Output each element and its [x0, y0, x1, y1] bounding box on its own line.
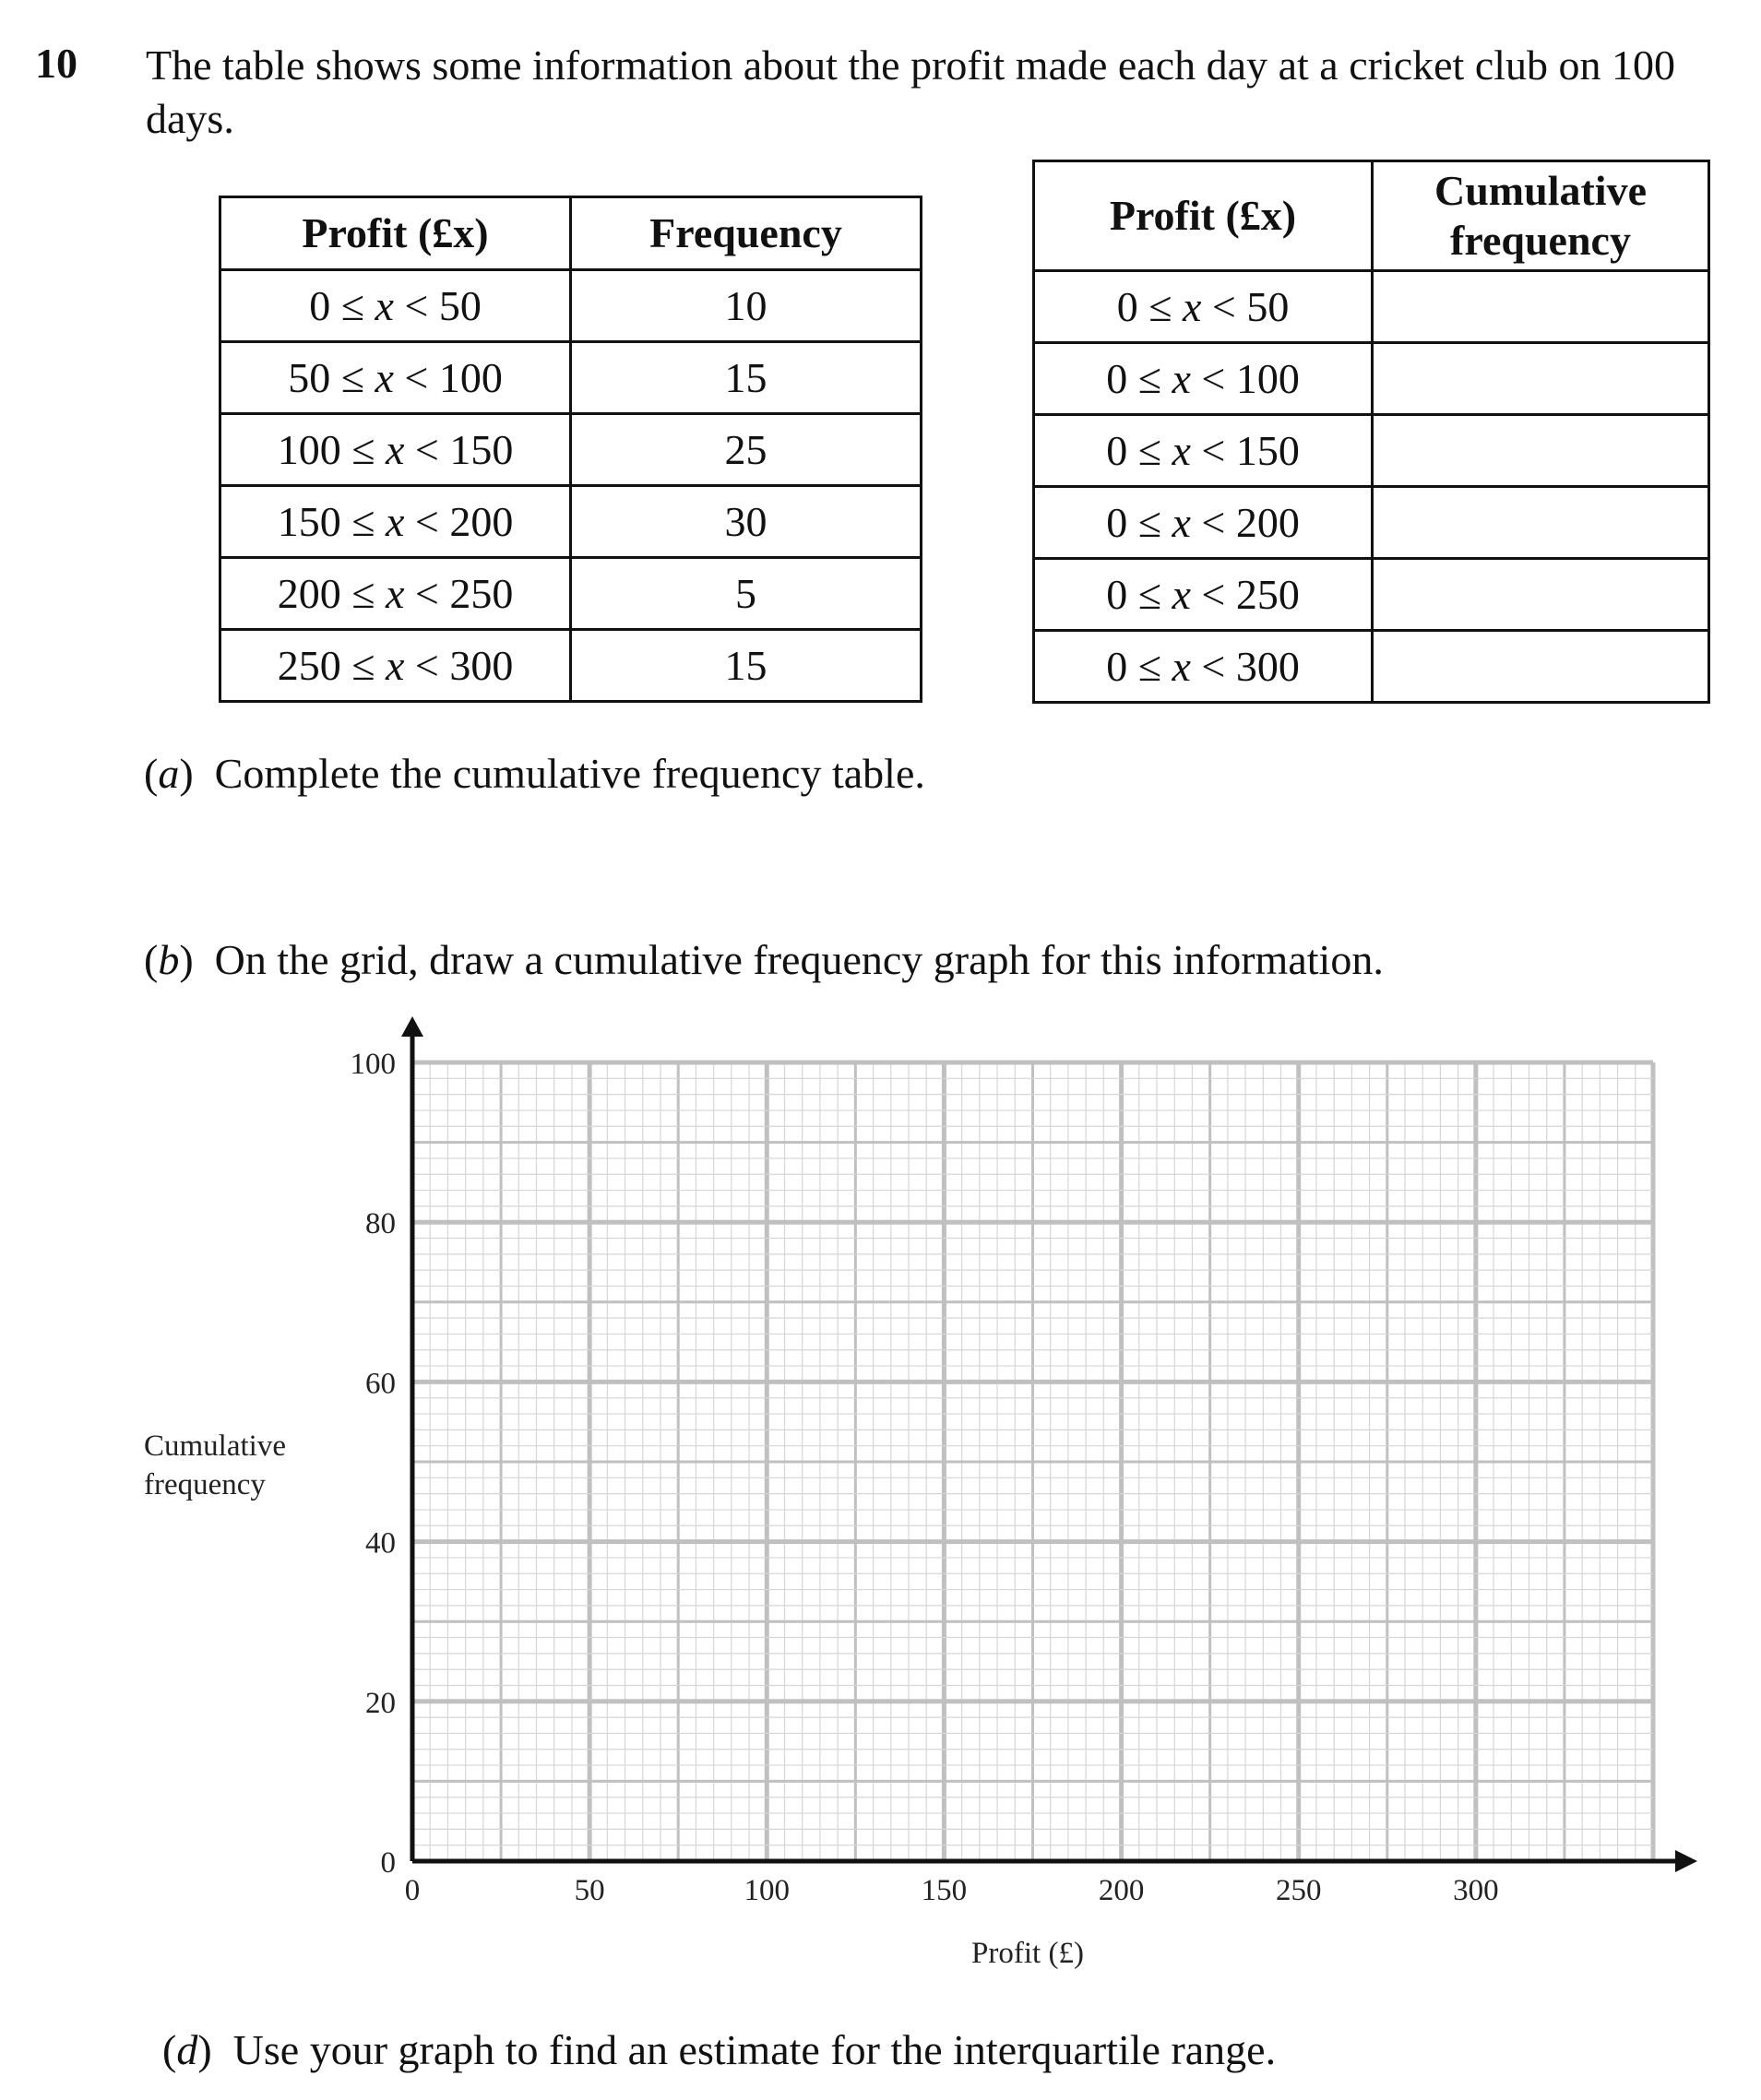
x-tick-label: 0: [404, 1874, 421, 1907]
interval-cell: 0 ≤ x < 300: [1034, 631, 1373, 703]
question-number: 10: [35, 40, 77, 87]
header-profit: Profit (£x): [1034, 161, 1373, 271]
y-axis-label-line2: frequency: [144, 1468, 266, 1501]
frequency-cell: 30: [571, 486, 922, 558]
y-tick-label: 40: [365, 1526, 396, 1560]
part-b: (b) On the grid, draw a cumulative frequency graph for this information.: [144, 936, 1384, 983]
header-frequency: Frequency: [571, 197, 922, 270]
interval-cell: 0 ≤ x < 50: [1034, 271, 1373, 343]
frequency-cell: 25: [571, 414, 922, 486]
interval-cell: 50 ≤ x < 100: [220, 342, 571, 414]
interval-cell: 0 ≤ x < 100: [1034, 343, 1373, 415]
x-tick-label: 250: [1275, 1874, 1322, 1907]
y-tick-label: 80: [365, 1207, 396, 1241]
x-tick-label: 50: [574, 1874, 605, 1907]
header-profit: Profit (£x): [220, 197, 571, 270]
frequency-cell: 15: [571, 630, 922, 702]
y-axis-label-line1: Cumulative: [144, 1430, 286, 1463]
y-tick-label: 0: [380, 1846, 396, 1880]
interval-cell: 0 ≤ x < 200: [1034, 487, 1373, 559]
y-tick-label: 60: [365, 1367, 396, 1401]
frequency-cell: 15: [571, 342, 922, 414]
x-tick-label: 100: [744, 1874, 791, 1907]
part-a-text: Complete the cumulative frequency table.: [214, 750, 925, 797]
part-d: (d) Use your graph to find an estimate for the interquartile range.: [162, 2026, 1277, 2073]
interval-cell: 250 ≤ x < 300: [220, 630, 571, 702]
y-tick-label: 100: [350, 1048, 396, 1081]
interval-cell: 100 ≤ x < 150: [220, 414, 571, 486]
question-intro: The table shows some information about the profit made each day at a cricket club on 100 days.: [146, 42, 1676, 142]
x-tick-label: 150: [921, 1874, 968, 1907]
x-axis-arrow: [1675, 1850, 1697, 1872]
interval-cell: 0 ≤ x < 50: [220, 270, 571, 342]
header-cumulative-frequency: Cumulative frequency: [1373, 161, 1709, 271]
frequency-cell: 5: [571, 558, 922, 630]
x-tick-label: 200: [1098, 1874, 1145, 1907]
y-axis-arrow: [401, 1016, 423, 1037]
part-b-text: On the grid, draw a cumulative frequency graph for this information.: [214, 936, 1384, 983]
part-d-text: Use your graph to find an estimate for the interquartile range.: [232, 2026, 1277, 2073]
interval-cell: 0 ≤ x < 150: [1034, 415, 1373, 487]
interval-cell: 200 ≤ x < 250: [220, 558, 571, 630]
x-tick-label: 300: [1453, 1874, 1499, 1907]
frequency-cell: 10: [571, 270, 922, 342]
part-a: (a) Complete the cumulative frequency table.: [144, 750, 925, 797]
interval-cell: 150 ≤ x < 200: [220, 486, 571, 558]
y-tick-label: 20: [365, 1686, 396, 1720]
x-axis-label: Profit (£): [971, 1937, 1084, 1970]
interval-cell: 0 ≤ x < 250: [1034, 559, 1373, 631]
